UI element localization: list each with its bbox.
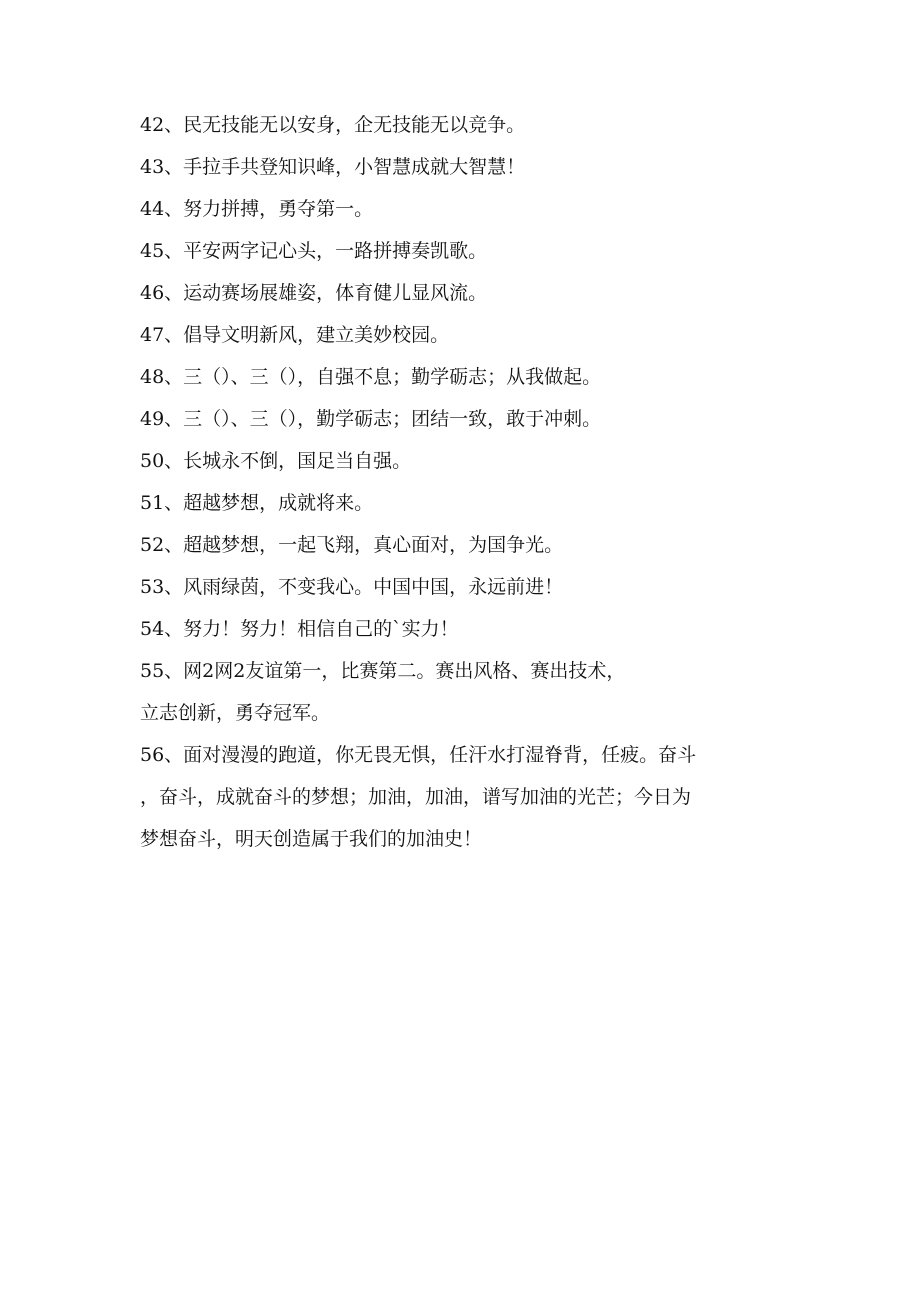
slogan-line-49: 49、三（）、三（），勤学砺志；团结一致，敢于冲刺。 <box>140 408 602 430</box>
slogan-line-55: 55、网2网2友谊第一，比赛第二。赛出风格、赛出技术， <box>140 660 626 682</box>
slogan-line-42: 42、民无技能无以安身，企无技能无以竞争。 <box>140 114 526 136</box>
slogan-line-53: 53、风雨绿茵，不变我心。中国中国，永远前进！ <box>140 576 564 598</box>
slogan-line-55-continuation: 立志创新，勇夺冠军。 <box>140 702 331 724</box>
slogan-line-56: 56、面对漫漫的跑道，你无畏无惧，任汗水打湿脊背，任疲。奋斗 <box>140 744 697 766</box>
slogan-line-56-continuation-2: 梦想奋斗，明天创造属于我们的加油史！ <box>140 828 483 850</box>
slogan-line-47: 47、倡导文明新风，建立美妙校园。 <box>140 324 450 346</box>
slogan-line-52: 52、超越梦想，一起飞翔，真心面对，为国争光。 <box>140 534 564 556</box>
slogan-line-54: 54、努力！努力！相信自己的`实力！ <box>140 618 459 640</box>
slogan-line-51: 51、超越梦想，成就将来。 <box>140 492 374 514</box>
slogan-line-43: 43、手拉手共登知识峰，小智慧成就大智慧！ <box>140 156 526 178</box>
slogan-line-44: 44、努力拼搏，勇夺第一。 <box>140 198 374 220</box>
slogan-line-48: 48、三（）、三（），自强不息；勤学砺志；从我做起。 <box>140 366 602 388</box>
slogan-line-50: 50、长城永不倒，国足当自强。 <box>140 450 412 472</box>
slogan-line-45: 45、平安两字记心头，一路拼搏奏凯歌。 <box>140 240 488 262</box>
slogan-line-46: 46、运动赛场展雄姿，体育健儿显风流。 <box>140 282 488 304</box>
slogan-list <box>140 104 780 860</box>
slogan-line-56-continuation-1: ，奋斗，成就奋斗的梦想；加油，加油，谱写加油的光芒；今日为 <box>140 786 692 808</box>
